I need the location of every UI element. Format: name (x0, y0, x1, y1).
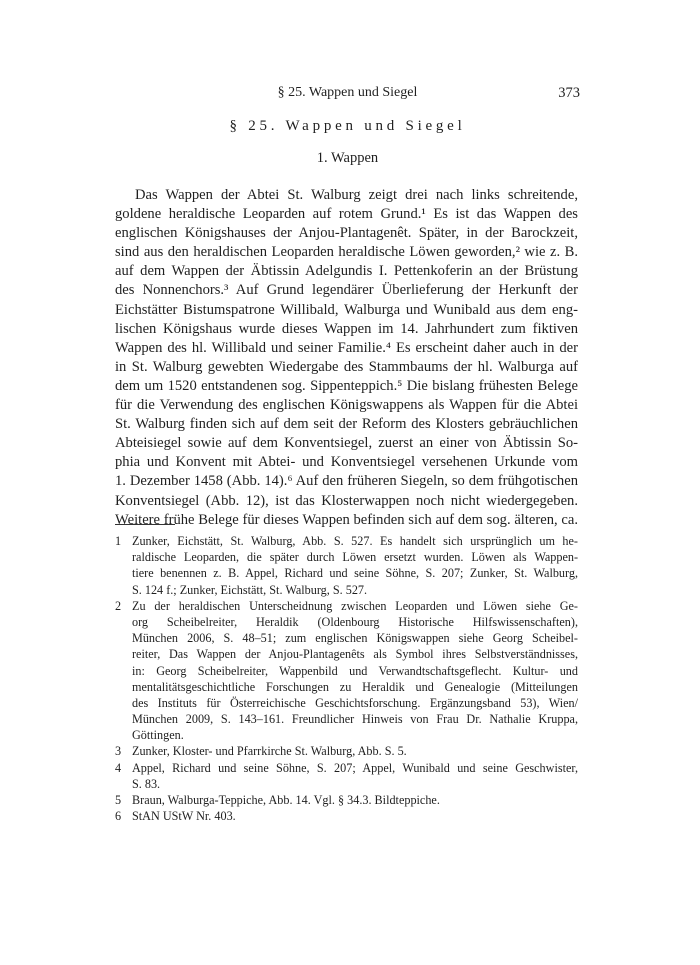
body-line: Eichstätter Bistumspatrone Willibald, Walburga und Wunibald aus dem eng- (115, 301, 578, 318)
body-line: des Nonnenchors.³ Auf Grund legendärer Überlieferung der Herkunft der (115, 282, 578, 299)
body-line: Weitere frühe Belege für dieses Wappen befinden sich auf dem sog. älteren, ca. (115, 511, 578, 528)
body-line: für die Verwendung des englischen Königswappens als Wappen für die Abtei (115, 397, 578, 414)
body-line: Konventsiegel (Abb. 12), ist das Klosterwappen noch nicht wiedergegeben. (115, 492, 578, 509)
body-line: dem um 1520 entstandenen sog. Sippenteppich.⁵ Die bislang frühesten Belege (115, 377, 578, 394)
footnote-number: 3 (115, 744, 122, 759)
footnote-line: Appel, Richard und seine Söhne, S. 207; Appel, Wunibald und seine Geschwister, (132, 760, 578, 775)
footnote-line: Zu der heraldischen Unterscheidnung zwischen Leoparden und Löwen siehe Ge- (132, 598, 578, 613)
body-line: Abteisiegel sowie auf dem Konventsiegel, zuerst an einer von Äbtissin So- (115, 435, 578, 452)
footnote-line: München 2009, S. 143–161. Freundlicher Hinweis von Frau Dr. Nathalie Kruppa, (132, 712, 578, 727)
footnote-line: S. 83. (132, 776, 161, 791)
body-line: sind aus den heraldischen Leoparden heraldische Löwen geworden,² wie z. B. (115, 244, 578, 261)
subsection-title: 1. Wappen (316, 150, 379, 166)
footnote-line: Zunker, Eichstätt, St. Walburg, Abb. S. 527. Es handelt sich ursprünglich um he- (132, 534, 578, 548)
footnote-line: tiere benennen z. B. Appel, Richard und seine Söhne, S. 207; Zunker, St. Walburg, (132, 566, 578, 581)
footnote-line: StAN UStW Nr. 403. (132, 809, 236, 824)
footnote (115, 808, 578, 824)
body-line: lischen Königshaus wurde dieses Wappen im 14. Jahrhundert zum fiktiven (115, 320, 578, 337)
body-text (115, 186, 578, 530)
body-line: Das Wappen der Abtei St. Walburg zeigt drei nach links schreitende, (135, 187, 578, 203)
body-line: in St. Walburg gewebten Wiedergabe des Stammbaums der hl. Walburga auf (115, 358, 578, 375)
footnote-line: raldische Leoparden, die später durch Löwen ersetzt wurden. Löwen als Wappen- (132, 550, 578, 565)
page-number: 373 (558, 85, 580, 101)
footnote-line: in: Georg Scheibelreiter, Wappenbild und Verwandtschaftsgeflecht. Kultur- und (132, 663, 578, 678)
footnote-line: München 2006, S. 48–51; zum englischen Königswappen siehe Georg Scheibel- (132, 631, 578, 646)
footnote-line: Zunker, Kloster- und Pfarrkirche St. Walburg, Abb. S. 5. (132, 744, 407, 759)
footnote-number: 5 (115, 793, 122, 807)
body-line: 1. Dezember 1458 (Abb. 14).⁶ Auf den früheren Siegeln, so dem frühgotischen (115, 473, 578, 490)
section-title: § 25. Wappen und Siegel (229, 118, 466, 134)
body-line: englischen Königshauses der Anjou-Plantagenêt. Später, in der Barockzeit, (115, 225, 578, 242)
footnote-line: mentalitätsgeschichtliche Forschungen zu Heraldik und Genealogie (Mitteilungen (132, 679, 578, 694)
body-line: Wappen des hl. Willibald und seiner Familie.⁴ Es erscheint daher auch in der (115, 339, 578, 356)
footnote-line: S. 124 f.; Zunker, Eichstätt, St. Walburg, S. 527. (132, 582, 368, 597)
footnote (115, 598, 578, 744)
body-line: auf dem Wappen der Äbtissin Adelgundis I. Pettenkoferin an der Brüstung (115, 263, 578, 280)
footnotes (115, 533, 578, 824)
footnote (115, 743, 578, 759)
footnote (115, 760, 578, 792)
running-title: § 25. Wappen und Siegel (277, 85, 418, 100)
footnote-line: org Scheibelreiter, Heraldik (Oldenbourg Historische Hilfswissenschaften), (132, 614, 578, 629)
footnote-number: 4 (115, 760, 122, 775)
body-line: goldene heraldische Leoparden auf rotem Grund.¹ Es ist das Wappen des (115, 206, 578, 223)
footnote-number: 2 (115, 598, 122, 613)
footnote-number: 1 (115, 534, 122, 548)
running-head (115, 85, 580, 107)
footnote-divider (115, 524, 175, 525)
body-line: St. Walburg finden sich auf dem seit der Reform des Klosters gebräuchlichen (115, 416, 578, 433)
footnote-line: des Instituts für Österreichische Geschichtsforschung. Ergänzungsband 53), Wien/ (132, 695, 578, 710)
footnote (115, 533, 578, 598)
footnote-line: Braun, Walburga-Teppiche, Abb. 14. Vgl. § 34.3. Bildteppiche. (132, 793, 440, 807)
footnote-line: Göttingen. (132, 728, 184, 743)
footnote-line: reiter, Das Wappen der Anjou-Plantagenêts als Symbol ihres Selbstverständnisses, (132, 647, 578, 662)
body-line: phia und Konvent mit Abtei- und Konventsiegel versehenen Urkunde vom (115, 454, 578, 471)
footnote-number: 6 (115, 809, 122, 824)
footnote (115, 792, 578, 808)
